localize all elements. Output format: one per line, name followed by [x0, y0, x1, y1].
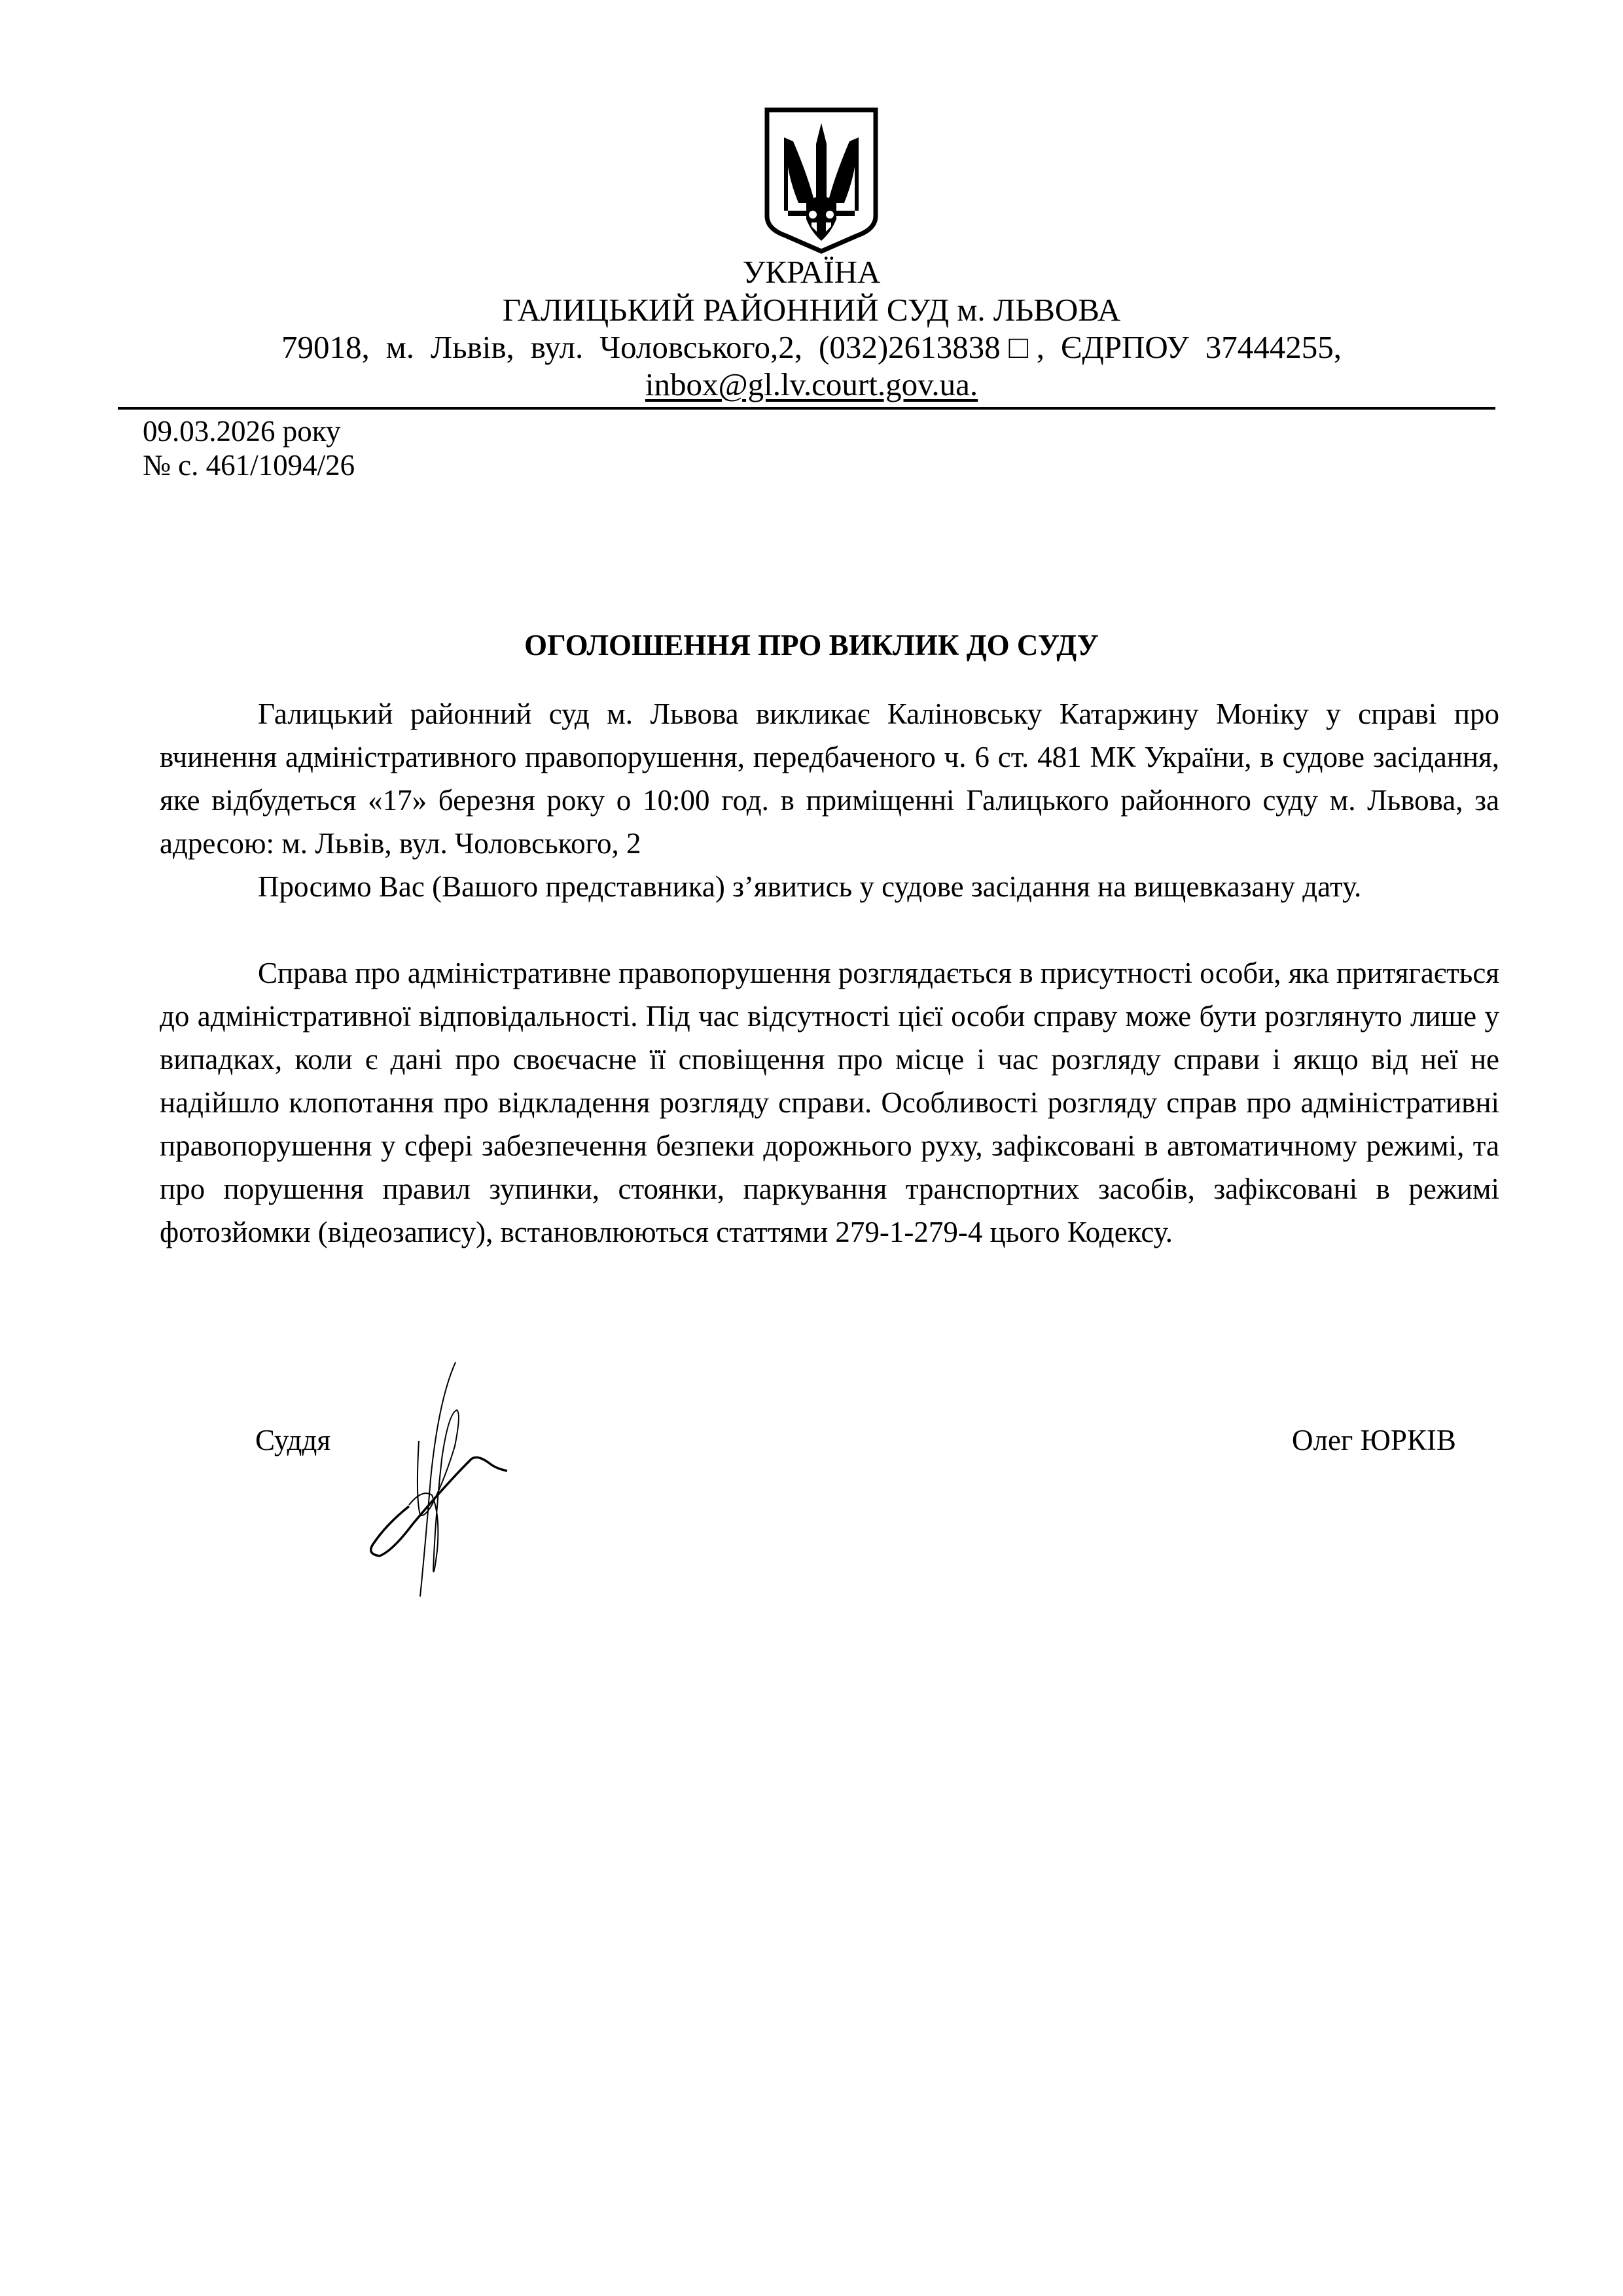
header-divider — [118, 407, 1495, 410]
court-email-link[interactable]: inbox@gl.lv.court.gov.ua. — [645, 366, 978, 402]
paragraph-text: Просимо Вас (Вашого представника) з’явитись у судове засідання на вищевказану дату. — [258, 870, 1362, 903]
ukraine-coat-of-arms-icon — [759, 105, 883, 255]
body-paragraph-1 — [160, 692, 1499, 865]
paragraph-text: Галицький районний суд м. Львова викликає Каліновську Катаржину Моніку у справі про вчинення адміністративного правопорушення, передбаченого ч. 6 ст. 481 МК України, в судове засідання, яке відбудеться «17» березня року о 10:00 год. в приміщенні Галицького районного суду м. Львова, за адресою: м. Львів, вул. Чоловського, 2 — [160, 698, 1499, 860]
country-name: УКРАЇНА — [742, 254, 881, 290]
signer-name: Олег ЮРКІВ — [1292, 1424, 1456, 1457]
handwritten-signature-icon — [281, 1348, 805, 1636]
court-address: 79018, м. Львів, вул. Чоловського,2, (032)2613838□, ЄДРПОУ 37444255, — [281, 329, 1342, 365]
paragraph-text: Справа про адміністративне правопорушення розглядається в присутності особи, яка притягається до адміністративної відповідальності. Під час відсутності цієї особи справу може бути розглянуто лише у випадках, коли є дані про своєчасне її сповіщення про місце і час розгляду справи і якщо від неї не надійшло клопотання про відкладення розгляду справи. Особливості розгляду справ про адміністративні правопорушення у сфері забезпечення безпеки дорожнього руху, зафіксовані в автоматичному режимі, та про порушення правил зупинки, стоянки, паркування транспортних засобів, зафіксовані в режимі фотозйомки (відеозапису), встановлюються статтями 279-1-279-4 цього Кодексу. — [160, 957, 1499, 1248]
document-date: 09.03.2026 року — [143, 415, 341, 448]
court-name: ГАЛИЦЬКИЙ РАЙОННИЙ СУД м. ЛЬВОВА — [502, 292, 1121, 328]
body-paragraph-2 — [160, 865, 1499, 908]
body-paragraph-3 — [160, 951, 1499, 1254]
registration-number: № с. 461/1094/26 — [143, 449, 355, 482]
signer-role: Суддя — [255, 1424, 331, 1457]
document-title: ОГОЛОШЕННЯ ПРО ВИКЛИК ДО СУДУ — [524, 629, 1099, 662]
